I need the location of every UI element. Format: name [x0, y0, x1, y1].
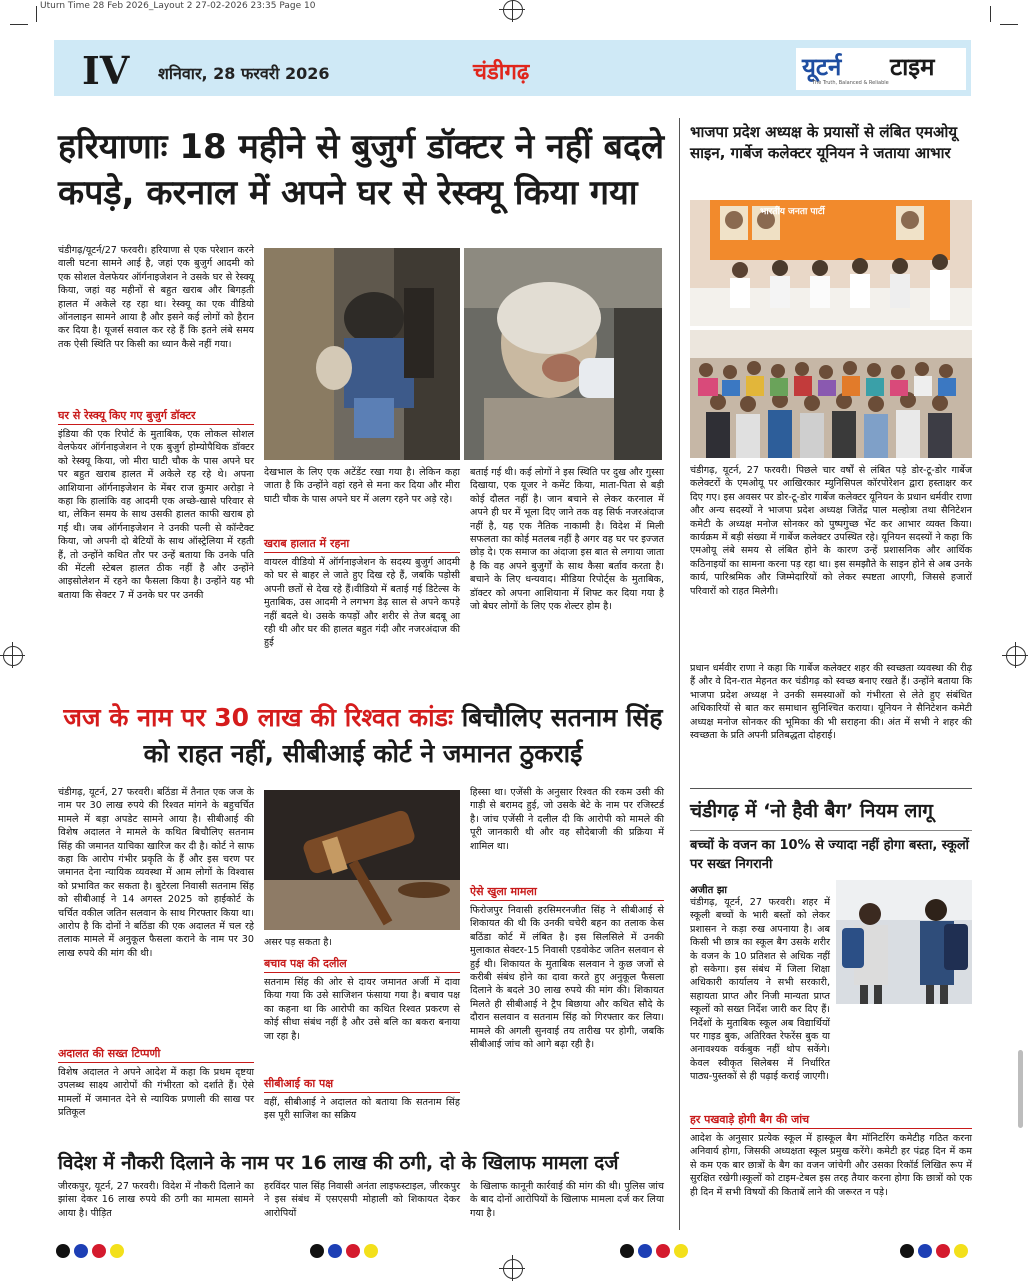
gavel-photo	[264, 790, 460, 930]
subheading-rule	[264, 552, 460, 553]
print-info: Uturn Time 28 Feb 2026_Layout 2 27-02-2026 23:35 Page 10	[40, 1, 316, 11]
story2-headline-red: जज के नाम पर 30 लाख की रिश्वत कांडः	[63, 703, 453, 732]
story2-subheading-cbi: सीबीआई का पक्ष	[264, 1077, 334, 1090]
registration-mark-icon	[1006, 646, 1026, 666]
crop-mark-icon	[1000, 24, 1018, 25]
story1-col1b-text: इंडिया की एक रिपोर्ट के मुताबिक, एक लोकल सोशल वेलफेयर ऑर्गनाइजेशन ने एक बुजुर्ग होम्योपैथिक डॉक्टर को रेस्क्यू किया, जो मीरा घाटी चौक के पास अपने घर पर बहुत खराब हालत में अकेले रह रहे थे। अपना आशियाना ऑर्गनाइजेशन के मेंबर राज कुमार अरोड़ा ने कहा कि हालांकि वह आदमी एक अच्छे-खासे परिवार से था, लेकिन समय के साथ उसकी हालत काफी खराब हो गई थी। जब ऑर्गनाइजेशन ने उनकी पत्नी से कॉन्टैक्ट किया, जो अपनी दो बेटियों के साथ ऑस्ट्रेलिया में रहती हैं, तो उन्होंने कथित तौर पर उन्हें बताया कि उनके पति की मेंटली स्टेबल हालत ठीक नहीं है और उन्होंने आइसोलेशन में रहने का फैसला किया है। उन्होंने यह भी बताया कि सेक्टर 7 में उनके घर पर उनकी	[58, 429, 254, 601]
side2-subheading: हर पखवाड़े होगी बैग की जांच	[690, 1113, 810, 1126]
subheading-rule	[58, 1062, 254, 1063]
subheading-rule	[470, 900, 664, 901]
story2-col3-text: हिस्सा था। एजेंसी के अनुसार रिश्वत की रकम उसी की गाड़ी से बरामद हुई, जो उसके बेटे के नाम पर रजिस्टर्ड है। जांच एजेंसी ने दलील दी कि आरोपी को मामले की पूरी जानकारी थी और वह सौदेबाजी की प्रक्रिया में शामिल था।	[470, 787, 664, 852]
story3-headline: विदेश में नौकरी दिलाने के नाम पर 16 लाख की ठगी, दो के खिलाफ मामला दर्ज	[58, 1152, 619, 1174]
color-bar-right	[900, 1244, 990, 1260]
headline-rule	[690, 830, 972, 831]
story2-col1-text: चंडीगढ़, यूटर्न, 27 फरवरी। बठिंडा में तैनात एक जज के नाम पर 30 लाख रुपये की रिश्वत मांगने के बहुचर्चित मामले में बड़ा अपडेट सामने आया है। सीबीआई की विशेष अदालत ने मामले के कथित बिचौलिए सतनाम सिंह की जमानत याचिका खारिज कर दी है। कोर्ट ने साफ कहा कि आरोप गंभीर प्रकृति के हैं और इस चरण पर जमानत देना न्यायिक व्यवस्था में आम लोगों के विश्वास को प्रभावित कर सकता है। बुटेरला निवासी सतनाम सिंह को सीबीआई ने 14 अगस्त 2025 को हाईकोर्ट के चर्चित वकील जतिन सलवान के साथ गिरफ्तार किया था। आरोप है कि दोनों ने बठिंडा की एक अदालत में चल रहे तलाक मामले में अनुकूल फैसला कराने के नाम पर 30 लाख रुपये की मांग की थी।	[58, 787, 254, 959]
side2-body2-text: आदेश के अनुसार प्रत्येक स्कूल में हास्कूल बैग मॉनिटरिंग कमेटीह गठित करना अनिवार्य होगा, जिसकी अध्यक्षता स्कूल प्रमुख करेंगे। कमेटी हर पंद्रह दिन में कम से कम एक बार छात्रों के बैग का वजन जांचेगी और उसका रिकॉर्ड लिखित रूप में सुरक्षित रखेगी।स्कूलों को टाइम-टेबल इस तरह तैयार करना होगा कि छात्रों को एक ही दिन में सभी विषयों की किताबें लाने की जरूरत न पड़े।	[690, 1133, 972, 1198]
story2-headline-black: बिचौलिए सतनाम सिंह को राहत नहीं, सीबीआई कोर्ट ने जमानत ठुकराई	[143, 703, 663, 768]
issue-date: शनिवार, 28 फरवरी 2026	[158, 64, 330, 83]
story3-col3-text: के खिलाफ कानूनी कार्रवाई की मांग की थी। पुलिस जांच के बाद दोनों आरोपियों के खिलाफ मामला दर्ज कर लिया गया है।	[470, 1181, 664, 1219]
registration-mark-icon	[503, 0, 523, 20]
crop-mark-icon	[10, 24, 28, 25]
story2-subheading-defense: बचाव पक्ष की दलील	[264, 957, 347, 970]
side2-body-text-top: चंडीगढ़, यूटर्न, 27 फरवरी। शहर में स्कूली बच्चों के भारी बस्तों को लेकर प्रशासन ने कड़ा रुख अपनाया है। अब किसी भी छात्र का स्कूल बैग उसके शरीर के वजन के 10 प्रतिशत से अधिक नहीं हो सकेगा। इस संबंध में जिला शिक्षा अधिकारी कार्यालय ने सभी सरकारी, सहायता प्राप्त और निजी मान्यता प्राप्त स्कूलों को सख्त निर्देश जारी कर दिए हैं। निर्देशों के मुताबिक स्कूल अब विद्यार्थियों पर गाइड बुक, अतिरिक्त रेफरेंस बुक या अनावश्यक वर्कबुक नहीं थोप सकेंगे। केवल स्वीकृत सिलेबस में निर्धारित पाठ्य-पुस्तकों से ही पढ़ाई कराई जाएगी।	[690, 897, 830, 1083]
column-divider	[679, 118, 680, 1230]
story2-col1b-text: विशेष अदालत ने अपने आदेश में कहा कि प्रथम दृष्टया उपलब्ध साक्ष्य आरोपों की गंभीरता को दर्शाते हैं। ऐसे मामलों में जमानत देने से न्यायिक प्रणाली की साख पर प्रतिकूल	[58, 1067, 254, 1119]
subheading-rule	[690, 1128, 972, 1129]
subheading-rule	[58, 424, 254, 425]
side2-subhead: बच्चों के वजन का 10% से ज्यादा नहीं होगा बस्ता, स्कूलों पर सख्त निगरानी	[690, 838, 970, 872]
scrollbar-thumb[interactable]	[1018, 1050, 1023, 1128]
crowd-photo	[690, 330, 972, 458]
story2-subheading-court: अदालत की सख्त टिप्पणी	[58, 1047, 161, 1060]
subheading-rule	[264, 972, 460, 973]
story1-headline: हरियाणाः 18 महीने से बुजुर्ग डॉक्टर ने नहीं बदले कपड़े, करनाल में अपने घर से रेस्क्यू किया गया	[58, 127, 665, 213]
story3-col2-text: हरविंदर पाल सिंह निवासी अनंता लाइफस्टाइल, जीरकपुर ने इस संबंध में एसएसपी मोहाली को शिकायत देकर आरोपियों	[264, 1181, 460, 1219]
logo-text-part1: यूटर्न	[802, 53, 842, 81]
crop-mark-icon	[36, 6, 37, 22]
story1-subheading-condition: खराब हालात में रहना	[264, 537, 350, 550]
schoolchildren-bags-photo	[836, 880, 972, 1004]
subheading-rule	[264, 1092, 460, 1093]
rescue-photo-1	[264, 248, 460, 460]
byline: अजीत झा	[690, 885, 727, 896]
color-bar-center-right	[620, 1244, 710, 1260]
registration-mark-icon	[503, 1259, 523, 1279]
story3-col1-text: जीरकपुर, यूटर्न, 27 फरवरी। विदेश में नौकरी दिलाने का झांसा देकर 16 लाख रुपये की ठगी का मामला सामने आया है। पीड़ित	[58, 1181, 254, 1219]
registration-mark-icon	[3, 646, 23, 666]
story2-col3b-text: फिरोजपुर निवासी हरसिमरनजीत सिंह ने सीबीआई से शिकायत की थी कि उनकी चचेरी बहन का तलाक केस बठिंडा कोर्ट में लंबित है। इस सिलसिले में उनकी मुलाकात सेक्टर-15 निवासी एडवोकेट जतिन सलवान से हुई थी। शिकायत के मुताबिक सलवान ने कुछ जजों से करीबी संबंध होने का दावा करते हुए अनुकूल फैसला दिलाने के बदले 30 लाख रुपये की मांग की। शिकायत मिलते ही सीबीआई ने ट्रैप बिछाया और कथित सौदे के दौरान सलवान व सतनाम सिंह को गिरफ्तार कर लिया। मामले की अगली सुनवाई तय तारीख पर होगी, जबकि सीबीआई जांच को आगे बढ़ा रही है।	[470, 905, 664, 1051]
story1-subheading-rescue: घर से रेस्क्यू किए गए बुजुर्ग डॉक्टर	[58, 409, 196, 422]
side1-headline: भाजपा प्रदेश अध्यक्ष के प्रयासों से लंबित एमओयू साइन, गार्बेज कलेक्टर यूनियन ने जताया आभार	[690, 123, 958, 162]
story1-col3-text: बताई गई थी। कई लोगों ने इस स्थिति पर दुख और गुस्सा दिखाया, एक यूजर ने कमेंट किया, माता-पिता से बड़ी कोई दौलत नहीं है। जान बचाने से लेकर करनाल में अपने ही घर में भूला दिए जाने तक वह सिर्फ नजरअंदाज नहीं है, यह एक नैतिक नाकामी है। विदेश में मिली सफलता का कोई मतलब नहीं है अगर वह घर पर इज्जत छोड़ दे। एक समाज का अंदाजा इस बात से लगाया जाता है कि वह अपने बुजुर्गों के साथ कैसा बर्ताव करता है। बचाने के लिए धन्यवाद। मीडिया रिपोर्ट्स के मुताबिक, डॉक्टर को अपना आशियाना में शिफ्ट कर दिया गया है जो बेघर लोगों के लिए एक शेल्टर होम है।	[470, 467, 664, 613]
side2-headline: चंडीगढ़ में ‘नो हैवी बैग’ नियम लागू	[690, 800, 933, 822]
side1-body2-text: प्रधान धर्मवीर राणा ने कहा कि गार्बेज कलेक्टर शहर की स्वच्छता व्यवस्था की रीढ़ हैं और वे दिन-रात मेहनत कर चंडीगढ़ को स्वच्छ बनाए रखते हैं। उन्होंने बताया कि भाजपा प्रदेश अध्यक्ष ने उनकी समस्याओं को गंभीरता से लेते हुए संबंधित अधिकारियों से बात कर समाधान सुनिश्चित कराया। यूनियन ने सैनिटेशन कमेटी अध्यक्ष मनोज सोनकर की भूमिका की भी सराहना की। अंत में सभी ने शहर की स्वच्छता के प्रति अपनी प्रतिबद्धता दोहराई।	[690, 663, 972, 742]
story1-col2-text: देखभाल के लिए एक अटेंडेंट रखा गया है। लेकिन कहा जाता है कि उन्होंने वहां रहने से मना कर दिया और मीरा घाटी चौक के पास अपने घर में अलग रहने पर अड़े रहे।	[264, 467, 460, 505]
story2-headline	[58, 700, 668, 772]
bjp-banner-text: भारतीय जनता पार्टी	[760, 207, 825, 217]
story1-col2b-text: वायरल वीडियो में ऑर्गनाइजेशन के सदस्य बुजुर्ग आदमी को घर से बाहर ले जाते हुए दिख रहे हैं, जबकि पड़ोसी अपनी छतों से देख रहे हैं।वीडियो में बताई गई डिटेल्स के मुताबिक, उस आदमी ने लगभग डेढ़ साल से अपने कपड़े नहीं बदले थे। उसके कपड़ों और शरीर से तेज बदबू आ रही थी और घर की हालत बहुत गंदी और नजरअंदाज की हुई	[264, 557, 460, 649]
bjp-meeting-stage-photo	[690, 200, 972, 326]
story2-subheading-case: ऐसे खुला मामला	[470, 885, 537, 898]
side1-body-text: चंडीगढ़, यूटर्न, 27 फरवरी। पिछले चार वर्षों से लंबित पड़े डोर-टू-डोर गार्बेज कलेक्टरों के एमओयू पर आखिरकार म्युनिसिपल कॉरपोरेशन द्वारा हस्ताक्षर कर दिए गए। इस अवसर पर डोर-टू-डोर गार्बेज कलेक्टर यूनियन के प्रधान धर्मवीर राणा और अन्य सदस्यों ने भाजपा प्रदेश अध्यक्ष जितेंद्र पाल मल्होत्रा तथा सैनिटेशन कमेटी के अध्यक्ष मनोज सोनकर को पुष्पगुच्छ भेंट कर आभार व्यक्त किया। कार्यक्रम में बड़ी संख्या में गार्बेज कलेक्टर उपस्थित रहे। यूनियन सदस्यों ने कहा कि एमओयू लंबे समय से लंबित होने के कारण उन्हें प्रशासनिक और आर्थिक कठिनाइयों का सामना करना पड़ रहा था। इस समझौते के साइन होने से अब उनके कार्य, पारिश्रमिक और जिम्मेदारियों को लेकर स्पष्टता आएगी, जिससे हजारों परिवारों को राहत मिलेगी।	[690, 465, 972, 597]
section-divider	[690, 788, 972, 789]
page-number: IV	[82, 48, 130, 93]
rescue-photo-2	[464, 248, 662, 460]
color-bar-left	[56, 1244, 146, 1260]
story2-col2-text: असर पड़ सकता है।	[264, 937, 333, 948]
logo-text-part2: टाइम	[890, 53, 935, 81]
color-bar-center-left	[310, 1244, 400, 1260]
crop-mark-icon	[990, 6, 991, 22]
story2-col2b-text: सतनाम सिंह की ओर से दायर जमानत अर्जी में दावा किया गया कि उसे साजिशन फंसाया गया है। बचाव पक्ष का कहना था कि आरोपी का कथित रिश्वत प्रकरण से कोई सीधा संबंध नहीं है और उसे बलि का बकरा बनाया जा रहा है।	[264, 977, 460, 1042]
logo-tagline: The Truth, Balanced & Reliable	[812, 80, 889, 86]
story1-col1-text: चंडीगढ़/यूटर्न/27 फरवरी। हरियाणा से एक परेशान करने वाली घटना सामने आई है, जहां एक बुजुर्ग आदमी को एक सोशल वेलफेयर ऑर्गनाइजेशन ने उसके घर से रेस्क्यू किया, जहां वह महीनों से बहुत खराब और बिगड़ती हालत में अकेले रह रहा था। रेस्क्यू का एक वीडियो ऑनलाइन सामने आया है और इसने कई लोगों को हैरान कर दिया है। यूजर्स सवाल कर रहे हैं कि इतने लंबे समय तक ऐसी स्थिति पर किसी का ध्यान कैसे नहीं गया।	[58, 245, 254, 350]
section-city: चंडीगढ़	[473, 60, 530, 85]
story2-col2c-text: वहीं, सीबीआई ने अदालत को बताया कि सतनाम सिंह इस पूरी साजिश का सक्रिय	[264, 1097, 460, 1122]
